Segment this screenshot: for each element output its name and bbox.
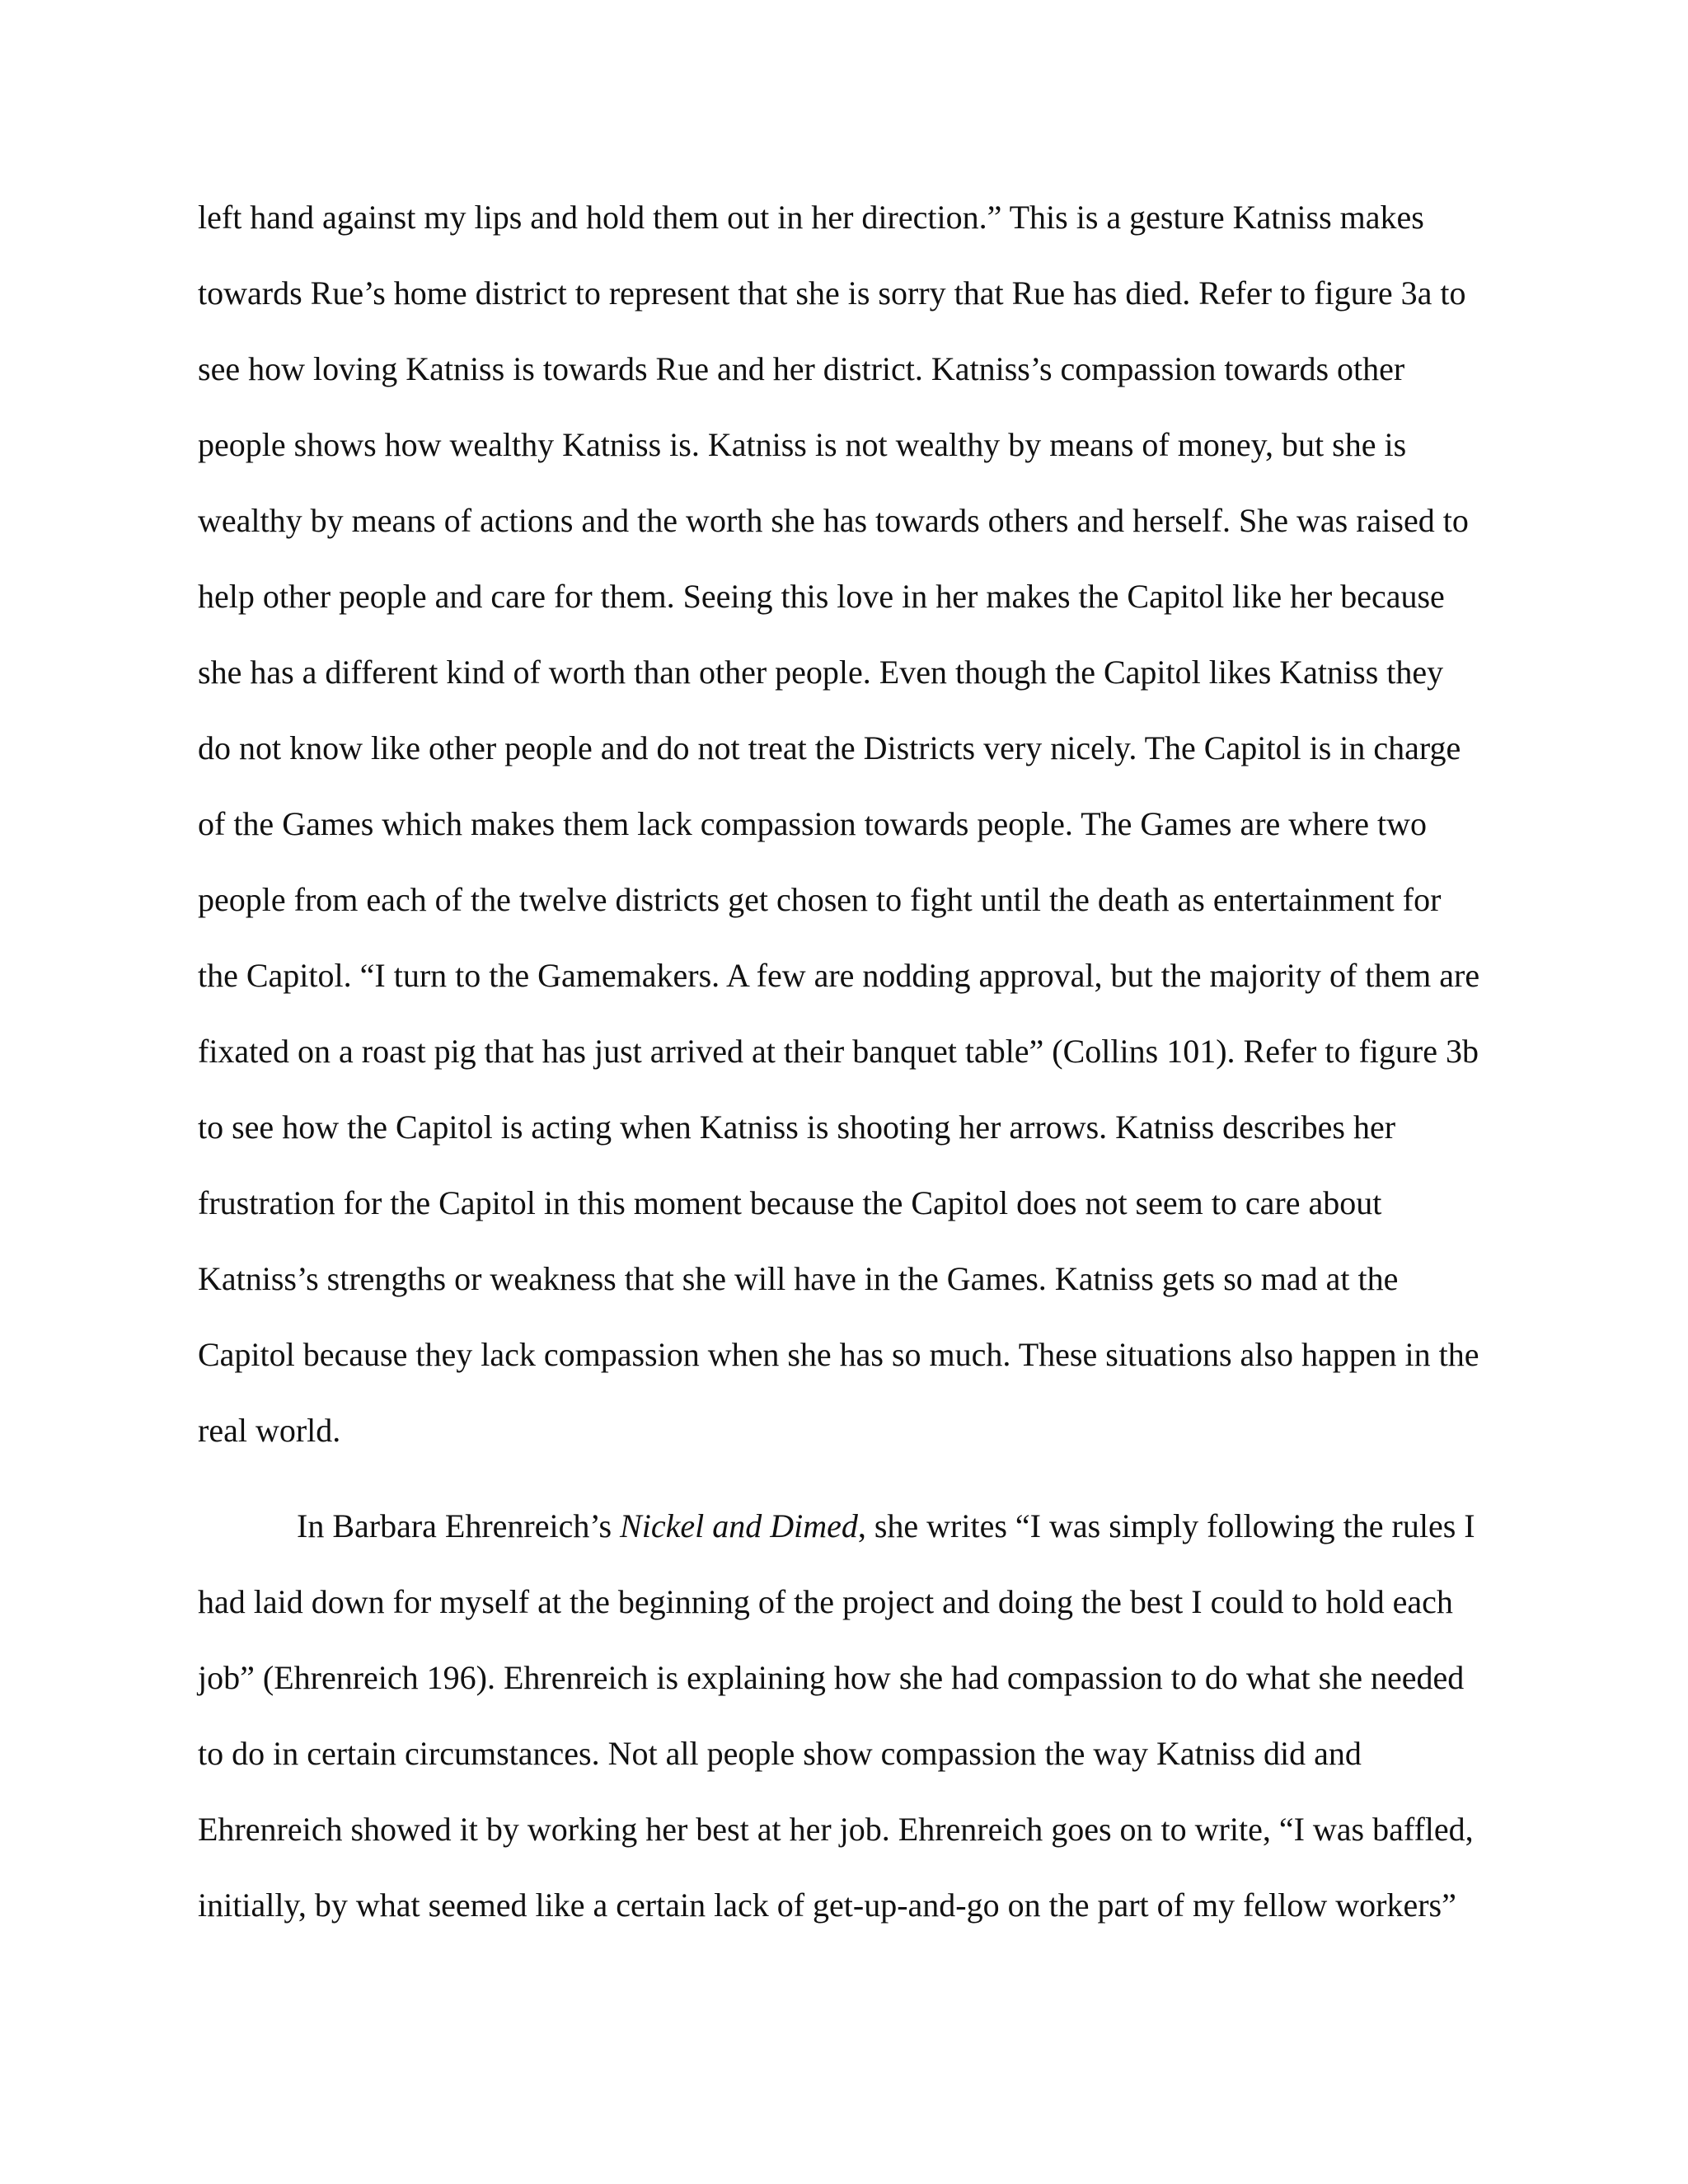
book-title: Nickel and Dimed	[620, 1507, 858, 1544]
text-line: of the Games which makes them lack compassion towards people. The Games are where two	[198, 805, 1428, 842]
text-line: job” (Ehrenreich 196). Ehrenreich is explaining how she had compassion to do what she needed	[198, 1659, 1465, 1696]
text-line: initially, by what seemed like a certain lack of get-up-and-go on the part of my fellow workers”	[198, 1886, 1456, 1924]
text-line: the Capitol. “I turn to the Gamemakers. A few are nodding approval, but the majority of them are	[198, 957, 1480, 994]
text-segment: In Barbara Ehrenreich’s	[297, 1507, 621, 1544]
text-line: fixated on a roast pig that has just arrived at their banquet table” (Collins 101). Refer to figure 3b	[198, 1033, 1479, 1070]
text-line: Capitol because they lack compassion when she has so much. These situations also happen in the	[198, 1336, 1479, 1373]
text-segment: , she writes “I was simply following the rules I	[857, 1507, 1475, 1544]
text-line: wealthy by means of actions and the worth she has towards others and herself. She was raised to	[198, 502, 1469, 539]
text-line: she has a different kind of worth than other people. Even though the Capitol likes Katniss they	[198, 654, 1444, 691]
text-line: Ehrenreich showed it by working her best at her job. Ehrenreich goes on to write, “I was baffled,	[198, 1811, 1474, 1848]
text-line: to see how the Capitol is acting when Katniss is shooting her arrows. Katniss describes her	[198, 1108, 1396, 1146]
paragraph-first-line	[297, 1507, 1475, 1544]
text-line: real world.	[198, 1412, 341, 1449]
text-line: to do in certain circumstances. Not all people show compassion the way Katniss did and	[198, 1735, 1362, 1772]
text-line: left hand against my lips and hold them out in her direction.” This is a gesture Katniss makes	[198, 199, 1424, 236]
text-line: do not know like other people and do not treat the Districts very nicely. The Capitol is in charge	[198, 729, 1461, 766]
text-line: Katniss’s strengths or weakness that she will have in the Games. Katniss gets so mad at the	[198, 1260, 1399, 1297]
text-line: people shows how wealthy Katniss is. Katniss is not wealthy by means of money, but she is	[198, 426, 1407, 463]
text-line: towards Rue’s home district to represent that she is sorry that Rue has died. Refer to figure 3a to	[198, 274, 1466, 312]
text-line: frustration for the Capitol in this moment because the Capitol does not seem to care about	[198, 1184, 1382, 1221]
text-line: see how loving Katniss is towards Rue and her district. Katniss’s compassion towards other	[198, 350, 1405, 387]
text-line: help other people and care for them. Seeing this love in her makes the Capitol like her because	[198, 578, 1445, 615]
text-line: people from each of the twelve districts get chosen to fight until the death as entertainment for	[198, 881, 1442, 918]
text-line: had laid down for myself at the beginning of the project and doing the best I could to hold each	[198, 1583, 1453, 1620]
